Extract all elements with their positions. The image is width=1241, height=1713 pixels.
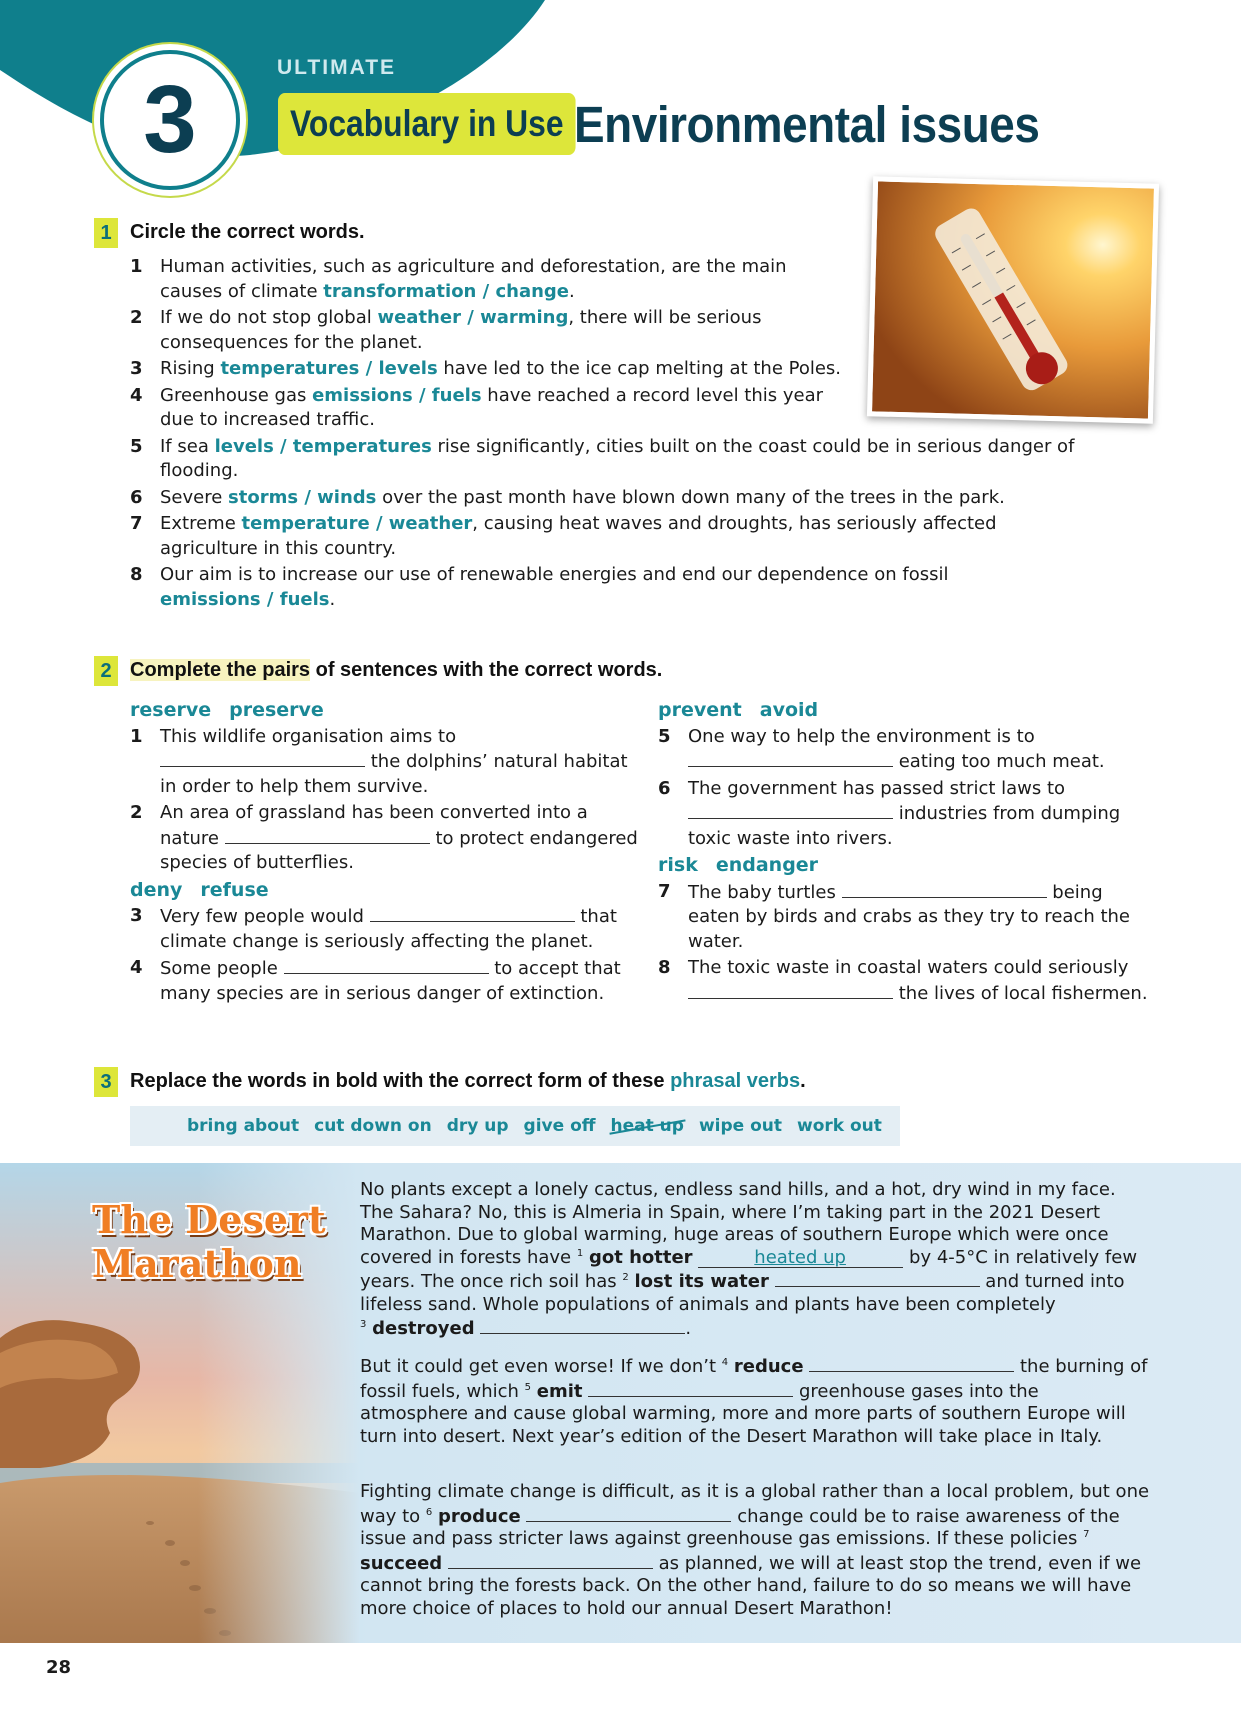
ex2-item xyxy=(658,880,1158,955)
item-text: , there will be serious consequences for the planet. xyxy=(160,307,762,353)
item-number: 6 xyxy=(130,486,143,508)
ex2-item xyxy=(130,904,645,954)
item-text: rise significantly, cities built on the coast could be in serious danger of flooding. xyxy=(160,435,1075,481)
item-text: that climate change is seriously affecting the planet. xyxy=(160,906,617,952)
item-text: Greenhouse gas xyxy=(160,384,313,406)
exercise-2-instruction xyxy=(130,659,662,682)
item-text: . xyxy=(329,588,336,610)
item-number: 7 xyxy=(130,513,143,534)
item-text: the lives of local fishermen. xyxy=(893,982,1148,1004)
item-text: the dolphins’ natural habitat in order to help them survive. xyxy=(160,751,628,797)
item-text: The government has passed strict laws to xyxy=(688,777,1066,799)
instruction-highlight: Complete the pairs xyxy=(130,659,311,681)
exercise-3-instruction xyxy=(130,1070,806,1093)
item-text: over the past month have blown down many of the trees in the park. xyxy=(376,486,1005,508)
page-number: 28 xyxy=(46,1657,72,1678)
exercise-2-number: 2 xyxy=(94,656,118,686)
phrasal-verb: wipe out xyxy=(698,1116,783,1136)
word-pair xyxy=(658,853,1158,878)
answer-blank[interactable] xyxy=(809,1354,1014,1372)
exercise-1-number: 1 xyxy=(94,218,118,248)
ex1-item xyxy=(130,512,1030,561)
word-options[interactable]: storms / winds xyxy=(228,486,377,508)
item-text: have led to the ice cap melting at the Poles. xyxy=(437,358,842,379)
item-text: industries from dumping toxic waste into rivers. xyxy=(688,803,1121,849)
item-number: 8 xyxy=(658,957,671,978)
page-title: Environmental issues xyxy=(574,96,1040,153)
item-number: 1 xyxy=(130,256,143,277)
ex1-item xyxy=(130,357,860,382)
pair-word: risk xyxy=(658,854,698,876)
instruction-text: Replace the words in bold with the correct form of these xyxy=(130,1070,671,1092)
item-text: have reached a record level this year due to increased traffic. xyxy=(160,384,824,430)
word-options[interactable]: temperatures / levels xyxy=(220,358,438,379)
item-text: Very few people would xyxy=(160,906,370,927)
exercise-1-items xyxy=(130,255,1115,614)
word-options[interactable]: transformation / change xyxy=(323,280,570,302)
answer-blank[interactable] xyxy=(448,1551,653,1569)
answer-blank[interactable] xyxy=(688,801,893,819)
word-options[interactable]: temperature / weather xyxy=(241,513,473,534)
ex2-item xyxy=(658,725,1158,775)
answer-blank[interactable] xyxy=(688,749,893,767)
item-text: If sea xyxy=(160,435,215,457)
instruction-phrasal-verbs: phrasal verbs xyxy=(670,1070,801,1092)
item-text: , causing heat waves and droughts, has seriously affected agriculture in this country. xyxy=(160,513,997,559)
item-text: . xyxy=(569,280,575,302)
unit-number: 3 xyxy=(143,66,197,173)
ex1-item xyxy=(130,306,800,355)
exercise-2-right-column xyxy=(658,698,1158,1008)
item-text: This wildlife organisation aims to xyxy=(160,725,457,747)
item-text: Rising xyxy=(160,358,221,379)
pair-word: preserve xyxy=(229,699,324,721)
item-number: 8 xyxy=(130,564,143,585)
instruction-rest: of sentences with the correct words. xyxy=(310,659,663,681)
word-options[interactable]: emissions / fuels xyxy=(312,384,482,406)
item-text: One way to help the environment is to xyxy=(688,725,1035,747)
item-number: 6 xyxy=(658,777,671,799)
item-text: The baby turtles xyxy=(688,881,842,903)
reading-paragraph-2: But it could get even worse! If we don’t $^4$ reduce the burning of fossil fuels, which $^5$ emit greenhouse gases into the atmosphere and cause global warming, more and more parts of southern Europe will turn into desert. Next year’s edition of the Desert Marathon will take place in Italy. xyxy=(360,1356,1148,1447)
ex2-item xyxy=(130,725,645,800)
item-text: to protect endangered species of butterflies. xyxy=(160,827,638,873)
word-pair xyxy=(658,698,1158,723)
ex1-item xyxy=(130,486,1090,511)
item-text: Human activities, such as agriculture and deforestation, are the main causes of climate xyxy=(160,256,787,302)
word-options[interactable]: levels / temperatures xyxy=(214,435,432,457)
ex2-item xyxy=(130,956,645,1006)
item-text: An area of grassland has been converted into a nature xyxy=(160,802,588,849)
item-text: to accept that many species are in serious danger of extinction. xyxy=(160,958,621,1004)
ex1-item xyxy=(130,563,1030,612)
unit-badge xyxy=(100,50,240,190)
phrasal-verb: bring about xyxy=(187,1116,300,1136)
answer-blank[interactable] xyxy=(370,904,575,922)
reading-title xyxy=(92,1198,326,1286)
exercise-2-left-column xyxy=(130,698,645,1008)
item-number: 4 xyxy=(130,957,143,978)
item-number: 7 xyxy=(658,880,671,902)
ex2-item xyxy=(130,801,645,876)
answer-blank[interactable] xyxy=(588,1379,793,1397)
brand-logo-text: ULTIMATE xyxy=(277,56,397,79)
pair-word: endanger xyxy=(715,854,819,876)
item-text: Extreme xyxy=(160,513,242,534)
item-number: 4 xyxy=(130,384,143,406)
item-text: The toxic waste in coastal waters could seriously xyxy=(688,957,1129,978)
item-number: 2 xyxy=(130,802,143,823)
pair-word: reserve xyxy=(130,699,212,721)
ex2-item xyxy=(658,777,1158,852)
item-number: 3 xyxy=(130,358,143,379)
phrasal-verb: cut down on xyxy=(314,1116,432,1136)
pair-word: refuse xyxy=(200,878,269,901)
answer-blank[interactable] xyxy=(842,880,1047,898)
reading-title-line: Marathon xyxy=(92,1241,302,1286)
item-number: 3 xyxy=(130,905,143,926)
pair-word: avoid xyxy=(759,699,819,721)
item-number: 5 xyxy=(658,725,671,747)
reading-paragraph-1: No plants except a lonely cactus, endless sand hills, and a hot, dry wind in my face. The Sahara? No, this is Almeria in Spain, where I’m taking part in the 2021 Desert Marathon. Due to global warming, huge areas of southern Europe which were once covered in forests have $^1$ got hotter heated up by 4-5°C in relatively few years. The once rich soil has $^2$ lost its water and turned into lifeless sand. Whole populations of animals and plants have been completely $^3$ destroyed . xyxy=(360,1179,1138,1339)
ex1-item xyxy=(130,255,830,304)
answer-blank[interactable] xyxy=(775,1269,980,1287)
item-text: Some people xyxy=(160,958,284,979)
section-tag: Vocabulary in Use xyxy=(278,93,576,155)
item-text: being eaten by birds and crabs as they try to reach the water. xyxy=(688,881,1130,952)
word-pair xyxy=(130,698,645,723)
answer-blank[interactable] xyxy=(688,981,893,999)
phrasal-verb-struck: heat up xyxy=(610,1116,684,1136)
phrasal-verb: dry up xyxy=(446,1116,509,1136)
answer-blank[interactable] xyxy=(526,1504,731,1522)
word-options[interactable]: weather / warming xyxy=(377,307,569,328)
item-text: If we do not stop global xyxy=(160,307,378,328)
ex2-item xyxy=(658,956,1158,1006)
reading-title-line: The Desert xyxy=(92,1197,326,1242)
reading-paragraph-3: Fighting climate change is difficult, as it is a global rather than a local problem, but one way to $^6$ produce change could be to raise awareness of the issue and pass stricter laws against greenhouse gas emissions. If these policies $^7$ succeed as planned, we will at least stop the trend, even if we cannot bring the forests back. On the other hand, failure to do so means we will have more choice of places to hold our annual Desert Marathon! xyxy=(360,1481,1150,1619)
word-pair xyxy=(130,878,645,903)
phrasal-verb: give off xyxy=(523,1116,596,1136)
instruction-end: . xyxy=(800,1070,806,1092)
pair-word: prevent xyxy=(658,699,742,721)
exercise-1-instruction: Circle the correct words. xyxy=(130,221,365,243)
item-text: eating too much meat. xyxy=(893,751,1105,772)
ex1-item xyxy=(130,435,1090,484)
item-number: 5 xyxy=(130,435,143,457)
word-options[interactable]: emissions / fuels xyxy=(160,588,330,610)
answer-blank[interactable] xyxy=(284,956,489,974)
phrasal-verb: work out xyxy=(797,1116,882,1136)
exercise-3-number: 3 xyxy=(94,1067,118,1097)
answer-filled[interactable]: heated up xyxy=(698,1249,903,1268)
pair-word: deny xyxy=(130,878,183,901)
answer-blank[interactable] xyxy=(225,826,430,844)
item-text: Our aim is to increase our use of renewable energies and end our dependence on fossil xyxy=(160,564,949,585)
phrasal-verb-box xyxy=(130,1106,900,1146)
item-number: 2 xyxy=(130,307,143,328)
item-number: 1 xyxy=(130,725,143,747)
answer-blank[interactable] xyxy=(160,749,365,767)
item-text: Severe xyxy=(160,486,229,508)
answer-blank[interactable] xyxy=(480,1316,685,1334)
ex1-item xyxy=(130,384,850,433)
